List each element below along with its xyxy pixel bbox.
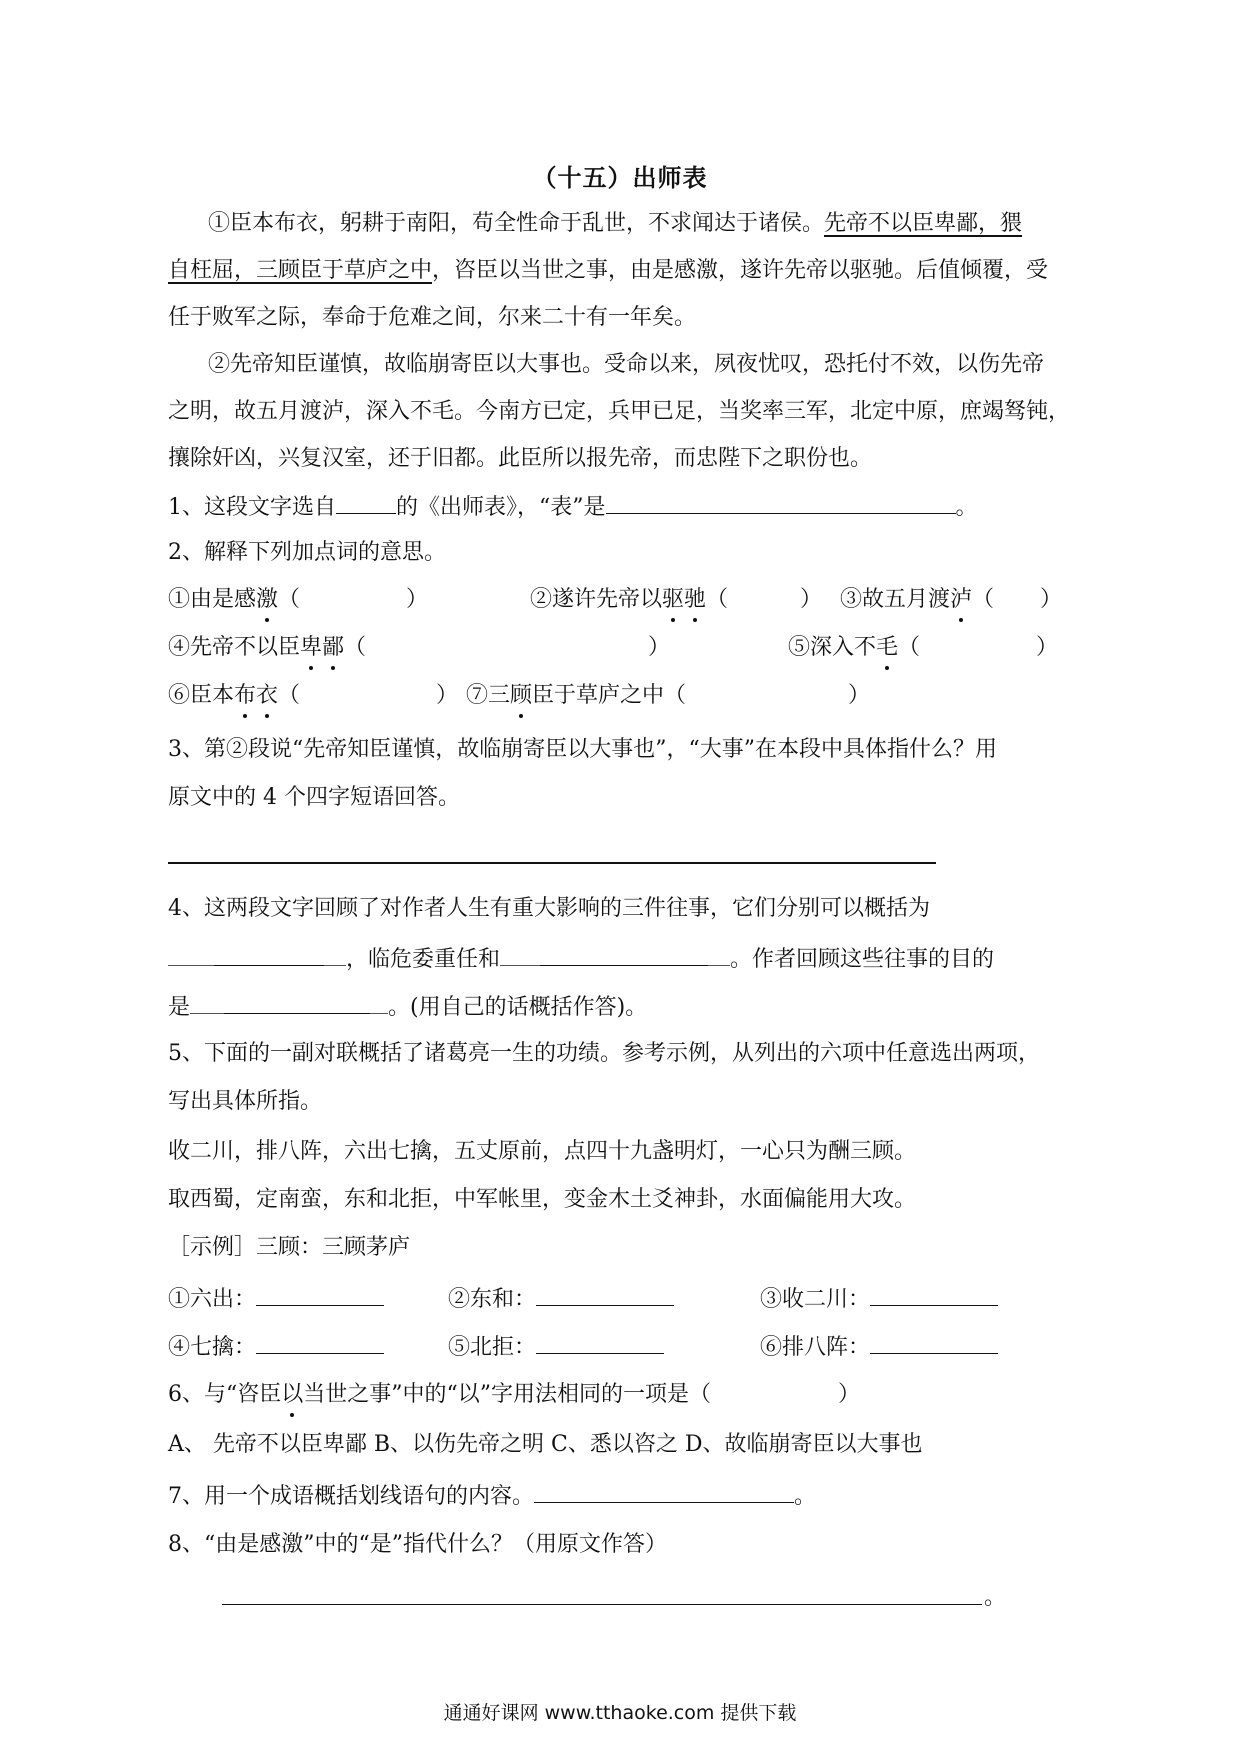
item-text: ④先帝不以臣 [168,635,301,660]
question-text: 6、与“咨臣 [168,1382,282,1407]
question-4-line-2 [168,943,994,975]
question-text: 。作者回顾这些往事的目的 [730,947,995,972]
question-5-line-2: 写出具体所指。 [168,1089,323,1114]
dotted-char: 驰 [684,585,706,615]
answer-blank[interactable] [708,943,730,966]
question-3: 3、第②段说“先帝知臣谨慎，故临崩寄臣以大事也”，“大事”在本段中具体指什么？用 [168,737,997,762]
q2-item-5 [788,633,920,663]
passage-line [208,209,1022,239]
question-6-options: A、 先帝不以臣卑鄙 B、以伤先帝之明 C、悉以咨之 D、故临崩寄臣以大事也 [168,1432,923,1457]
item-text: ⑦三 [466,683,511,708]
passage-text: ①臣本布衣，躬耕于南阳，苟全性命于乱世，不求闻达于诸侯。 [208,211,825,236]
q2-item-3-close: ） [1040,587,1063,612]
answer-blank[interactable] [324,943,346,966]
q5-item-4 [168,1331,384,1363]
item-text: ⑤深入不 [788,635,877,660]
answer-blank[interactable] [256,1331,384,1354]
question-text: 。 [794,1484,817,1509]
q2-item-7-close: ） [848,683,871,708]
passage-text: ，咨臣以当世之事，由是感激，遂许先帝以驱驰。后值倾覆，受 [432,258,1049,283]
answer-blank[interactable] [536,1331,664,1354]
question-text: 7、用一个成语概括划线语句的内容。 [168,1484,534,1509]
item-text: 臣于草庐之中（ [532,683,687,708]
q2-item-2 [530,585,728,615]
dotted-char: 布 [234,681,256,711]
item-text: （ [898,635,921,660]
answer-blank[interactable] [336,491,396,514]
question-text: 。 [955,495,978,520]
item-text: ⑥臣本 [168,683,235,708]
item-text: ⑥排八阵： [760,1335,871,1360]
item-text: ①六出： [168,1287,257,1312]
item-text: ④七擒： [168,1335,257,1360]
item-text: （ [278,683,301,708]
answer-blank[interactable] [606,491,956,514]
question-text: 当世之事”中的“以”字用法相同的一项是（ [303,1382,712,1407]
q5-item-5 [448,1331,664,1363]
answer-line[interactable] [168,862,936,864]
q2-item-3 [840,585,994,615]
question-text: 是 [168,995,191,1020]
couplet-line-1: 收二川，排八阵，六出七擒，五丈原前，点四十九盏明灯，一心只为酬三顾。 [168,1139,917,1164]
dotted-char: 衣 [256,681,278,711]
q5-item-3 [760,1283,998,1315]
dotted-char: 顾 [510,681,532,711]
item-text: （ [972,587,995,612]
answer-blank[interactable] [190,991,224,1014]
couplet-line-2: 取西蜀，定南蛮，东和北拒，中军帐里，变金木土爻神卦，水面偏能用大攻。 [168,1187,917,1212]
answer-blank[interactable] [534,1480,794,1503]
q2-item-5-close: ） [1036,635,1059,660]
answer-blank[interactable] [214,943,324,966]
answer-line[interactable] [222,1604,982,1605]
question-4-line-3 [168,991,647,1023]
answer-blank[interactable] [224,991,370,1014]
answer-blank[interactable] [168,943,214,966]
q2-item-4 [168,633,366,663]
dotted-char: 鄙 [322,633,344,663]
q2-item-1-close: ） [406,587,429,612]
question-7 [168,1480,816,1512]
item-text: ⑤北拒： [448,1335,537,1360]
dotted-char: 毛 [876,633,898,663]
q2-item-4-close: ） [648,635,671,660]
question-4: 4、这两段文字回顾了对作者人生有重大影响的三件往事，它们分别可以概括为 [168,896,930,921]
passage-line: ②先帝知臣谨慎，故临崩寄臣以大事也。受命以来，夙夜忧叹，恐托付不效，以伤先帝 [208,352,1045,377]
question-3-line-2: 原文中的 4 个四字短语回答。 [168,785,460,810]
q2-item-6 [168,681,300,711]
question-6 [168,1380,711,1410]
answer-blank[interactable] [540,943,708,966]
item-text: （ [706,587,729,612]
question-5: 5、下面的一副对联概括了诸葛亮一生的功绩。参考示例，从列出的六项中任意选出两项， [168,1041,1041,1066]
item-text: ①由是感 [168,587,257,612]
q5-item-1 [168,1283,384,1315]
answer-blank[interactable] [500,943,540,966]
passage-line: 任于败军之际，奉命于危难之间，尔来二十有一年矣。 [168,305,697,330]
passage-line [168,256,1048,286]
q5-item-2 [448,1283,674,1315]
question-text: ，临危委重任和 [346,947,501,972]
dotted-char: 泸 [950,585,972,615]
answer-blank[interactable] [536,1283,674,1306]
q2-item-1 [168,585,300,615]
underlined-sentence: 自枉屈，三顾臣于草庐之中 [168,258,433,283]
question-8-end: 。 [984,1585,1007,1610]
item-text: ②东和： [448,1287,537,1312]
dotted-char: 以 [281,1380,303,1410]
item-text: ②遂许先帝以 [530,587,663,612]
q2-item-6-close: ） [436,683,459,708]
question-2-stem: 2、解释下列加点词的意思。 [168,540,446,565]
q5-item-6 [760,1331,998,1363]
question-1 [168,491,978,523]
item-text: （ [278,587,301,612]
question-text: 。(用自己的话概括作答)。 [388,995,648,1020]
answer-blank[interactable] [870,1283,998,1306]
question-6-close: ） [838,1382,861,1407]
item-text: （ [344,635,367,660]
q2-item-7 [466,681,686,711]
passage-line: 之明，故五月渡泸，深入不毛。今南方已定，兵甲已足，当奖率三军，北定中原，庶竭驽钝， [168,399,1071,424]
page-title: （十五）出师表 [532,163,708,192]
passage-line: 攘除奸凶，兴复汉室，还于旧都。此臣所以报先帝，而忠陛下之职份也。 [168,446,873,471]
question-8: 8、“由是感激”中的“是”指代什么？（用原文作答） [168,1532,667,1557]
item-text: ③收二川： [760,1287,871,1312]
dotted-char: 卑 [300,633,322,663]
answer-blank[interactable] [870,1331,998,1354]
item-text: ③故五月渡 [840,587,951,612]
question-text: 1、这段文字选自 [168,495,336,520]
q2-item-2-close: ） [800,587,823,612]
question-text: 的《出师表》，“表”是 [396,495,606,520]
dotted-char: 激 [256,585,278,615]
answer-blank[interactable] [370,991,388,1014]
example-line: ［示例］三顾：三顾茅庐 [168,1235,411,1260]
answer-blank[interactable] [256,1283,384,1306]
underlined-sentence: 先帝不以臣卑鄙，猥 [824,211,1023,236]
footer-source: 通通好课网 www.tthaoke.com 提供下载 [443,1702,797,1724]
dotted-char: 驱 [662,585,684,615]
